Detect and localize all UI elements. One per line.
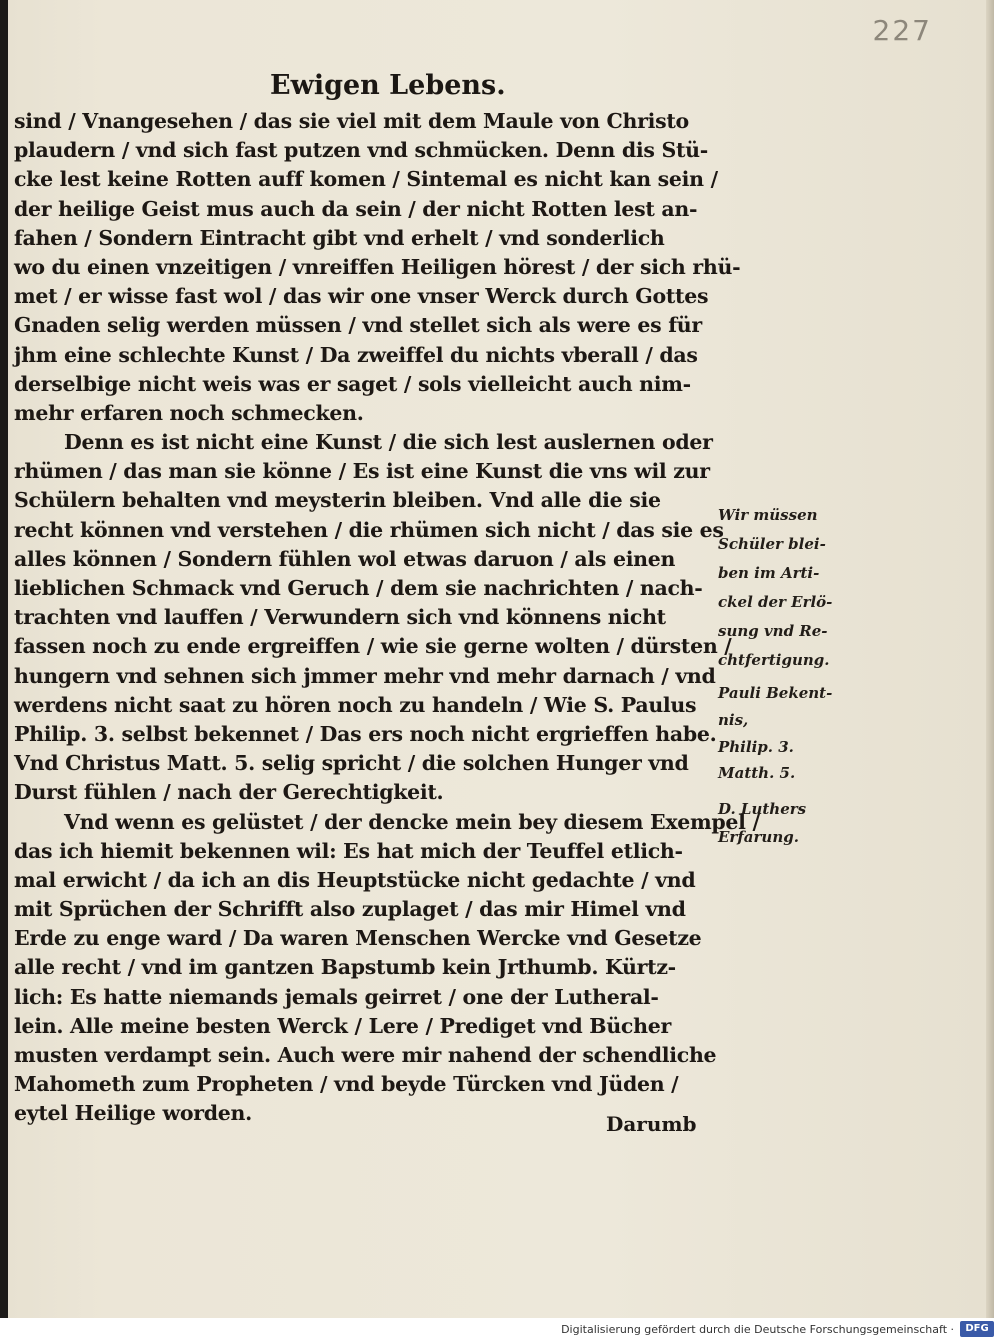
text-line: mal erwicht / da ich an dis Heuptstücke nicht gedachte / vnd [14, 867, 696, 892]
margin-note-line: Matth. 5. [718, 764, 796, 782]
text-line: Schülern behalten vnd meysterin bleiben. Vnd alle die sie [14, 488, 661, 513]
text-line: Durst fühlen / nach der Gerechtigkeit. [14, 780, 444, 805]
text-line: Philip. 3. selbst bekennet / Das ers noch nicht ergrieffen habe. [14, 721, 717, 746]
margin-note-line: Erfarung. [718, 828, 799, 846]
text-line: rhümen / das man sie könne / Es ist eine Kunst die vns wil zur [14, 459, 710, 484]
text-line: recht können vnd verstehen / die rhümen sich nicht / das sie es [14, 517, 724, 542]
text-line: alle recht / vnd im gantzen Bapstumb kein Jrthumb. Kürtz- [14, 955, 676, 980]
text-line: Mahometh zum Propheten / vnd beyde Türcken vnd Jüden / [14, 1072, 679, 1097]
text-line: musten verdampt sein. Auch were mir nahend der schendliche [14, 1043, 717, 1067]
page-number: 227 [872, 14, 932, 47]
margin-note-line: sung vnd Re- [718, 622, 828, 640]
margin-note-line: ckel der Erlö- [718, 593, 833, 611]
text-line: mit Sprüchen der Schrifft also zuplaget / das mir Himel vnd [14, 897, 686, 922]
margin-note-line: Pauli Bekent- [718, 684, 833, 702]
paragraph-start-line: Vnd wenn es gelüstet / der dencke mein bey diesem Exempel / [64, 809, 760, 834]
page-edge-shadow [986, 0, 994, 1318]
margin-note-line: chtfertigung. [718, 651, 830, 669]
text-line: plaudern / vnd sich fast putzen vnd schmücken. Denn dis Stü- [14, 138, 708, 163]
margin-note-line: Wir müssen [718, 506, 818, 524]
text-line: fassen noch zu ende ergreiffen / wie sie gerne wolten / dürsten / [14, 634, 732, 659]
margin-note-line: Philip. 3. [718, 738, 794, 756]
text-line: sind / Vnangesehen / das sie viel mit dem Maule von Christo [14, 109, 689, 133]
funding-credit: Digitalisierung gefördert durch die Deutsche Forschungsgemeinschaft · [561, 1323, 954, 1336]
digitization-footer [0, 1318, 1000, 1341]
text-line: hungern vnd sehnen sich jmmer mehr vnd mehr darnach / vnd [14, 663, 716, 688]
text-line: eytel Heilige worden. [14, 1101, 252, 1126]
text-line: trachten vnd lauffen / Verwundern sich vnd könnens nicht [14, 605, 666, 630]
dfg-logo-icon: DFG [960, 1321, 994, 1337]
text-line: wo du einen vnzeitigen / vnreiffen Heiligen hörest / der sich rhü- [14, 254, 741, 279]
book-page [8, 0, 994, 1318]
text-line: Vnd Christus Matt. 5. selig spricht / die solchen Hunger vnd [14, 751, 689, 776]
text-line: alles können / Sondern fühlen wol etwas daruon / als einen [14, 546, 676, 571]
paragraph-start-line: Denn es ist nicht eine Kunst / die sich lest auslernen oder [64, 430, 713, 455]
text-line: fahen / Sondern Eintracht gibt vnd erhelt / vnd sonderlich [14, 225, 665, 250]
text-line: cke lest keine Rotten auff komen / Sintemal es nicht kan sein / [14, 167, 718, 192]
book-spine-border [0, 0, 8, 1318]
text-line: met / er wisse fast wol / das wir one vnser Werck durch Gottes [14, 284, 709, 309]
text-line: werdens nicht saat zu hören noch zu handeln / Wie S. Paulus [14, 692, 697, 717]
text-line: mehr erfaren noch schmecken. [14, 400, 364, 425]
running-header: Ewigen Lebens. [270, 70, 506, 101]
margin-note-line: Schüler blei- [718, 535, 826, 553]
text-line: lieblichen Schmack vnd Geruch / dem sie nachrichten / nach- [14, 576, 703, 600]
text-line: Erde zu enge ward / Da waren Menschen Wercke vnd Gesetze [14, 926, 702, 951]
margin-note-line: nis, [718, 711, 749, 729]
text-line: lich: Es hatte niemands jemals geirret / one der Lutheral- [14, 984, 659, 1009]
margin-note-line: D. Luthers [718, 800, 807, 818]
text-line: Gnaden selig werden müssen / vnd stellet sich als were es für [14, 313, 702, 338]
text-line: der heilige Geist mus auch da sein / der nicht Rotten lest an- [14, 196, 698, 221]
margin-note-line: ben im Arti- [718, 564, 820, 582]
text-line: lein. Alle meine besten Werck / Lere / Prediget vnd Bücher [14, 1013, 671, 1038]
text-line: das ich hiemit bekennen wil: Es hat mich der Teuffel etlich- [14, 838, 683, 863]
text-line: jhm eine schlechte Kunst / Da zweiffel du nichts vberall / das [14, 342, 698, 367]
text-line: derselbige nicht weis was er saget / sols vielleicht auch nim- [14, 371, 691, 396]
catchword: Darumb [606, 1112, 697, 1136]
